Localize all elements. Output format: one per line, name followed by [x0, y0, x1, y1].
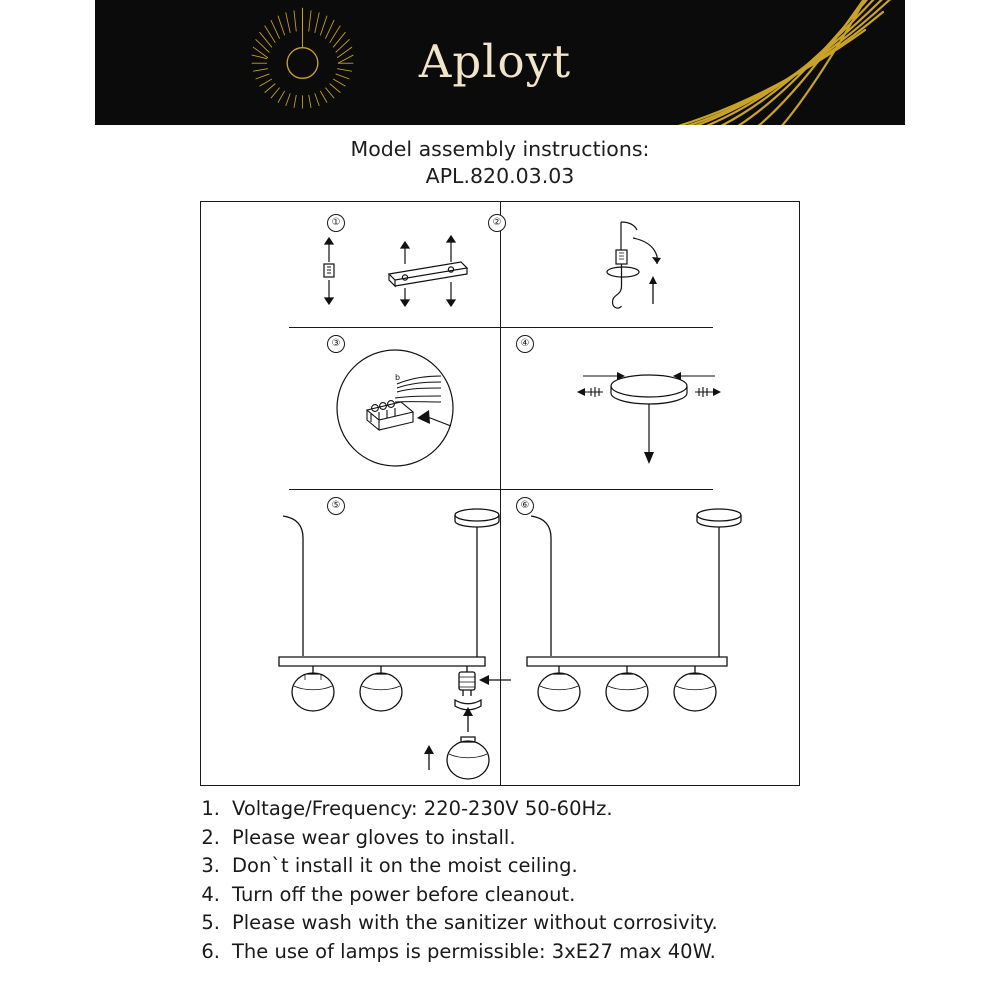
title-line-2: APL.820.03.03 — [425, 164, 575, 188]
note-text: Don`t install it on the moist ceiling. — [232, 854, 578, 877]
note-text: Voltage/Frequency: 220-230V 50-60Hz. — [232, 797, 613, 820]
panel-divider-horizontal-2 — [289, 489, 713, 490]
note-index: 1. — [201, 797, 220, 820]
note-index: 5. — [201, 911, 220, 934]
step-2-badge: ② — [488, 214, 506, 232]
step-1-illustration — [261, 222, 501, 322]
notes-list — [196, 795, 856, 966]
step-6-badge: ⑥ — [516, 497, 534, 515]
panel-divider-horizontal-1 — [289, 327, 713, 328]
note-index: 3. — [201, 854, 220, 877]
note-text: Please wear gloves to install. — [232, 825, 516, 849]
note-item — [196, 938, 856, 967]
svg-text:b: b — [395, 373, 401, 382]
note-item — [196, 909, 856, 938]
step-5-illustration — [261, 502, 511, 780]
step-4-illustration — [531, 352, 771, 482]
note-item — [196, 881, 856, 910]
fan-rays-icon — [615, 0, 905, 125]
step-5-badge: ⑤ — [327, 497, 345, 515]
note-index: 2. — [201, 825, 220, 849]
assembly-diagram-panel — [200, 201, 800, 786]
step-6-illustration — [513, 502, 773, 732]
step-4-badge: ④ — [516, 335, 534, 353]
step-1-badge: ① — [327, 214, 345, 232]
note-item — [196, 795, 856, 824]
note-index: 6. — [201, 939, 220, 963]
note-item — [196, 824, 856, 853]
step-3-badge: ③ — [327, 335, 345, 353]
header-banner — [95, 0, 905, 125]
brand-name: Aployt — [418, 35, 572, 88]
note-index: 4. — [201, 882, 220, 906]
note-text: Turn off the power before cleanout. — [232, 882, 576, 906]
page-title — [0, 136, 1000, 190]
step-3-illustration — [309, 342, 509, 482]
note-text: The use of lamps is permissible: 3xE27 max 40W. — [232, 939, 716, 963]
step-2-illustration — [561, 216, 741, 326]
note-item — [196, 852, 856, 881]
title-line-1: Model assembly instructions: — [350, 137, 650, 161]
note-text: Please wash with the sanitizer without corrosivity. — [232, 911, 718, 934]
